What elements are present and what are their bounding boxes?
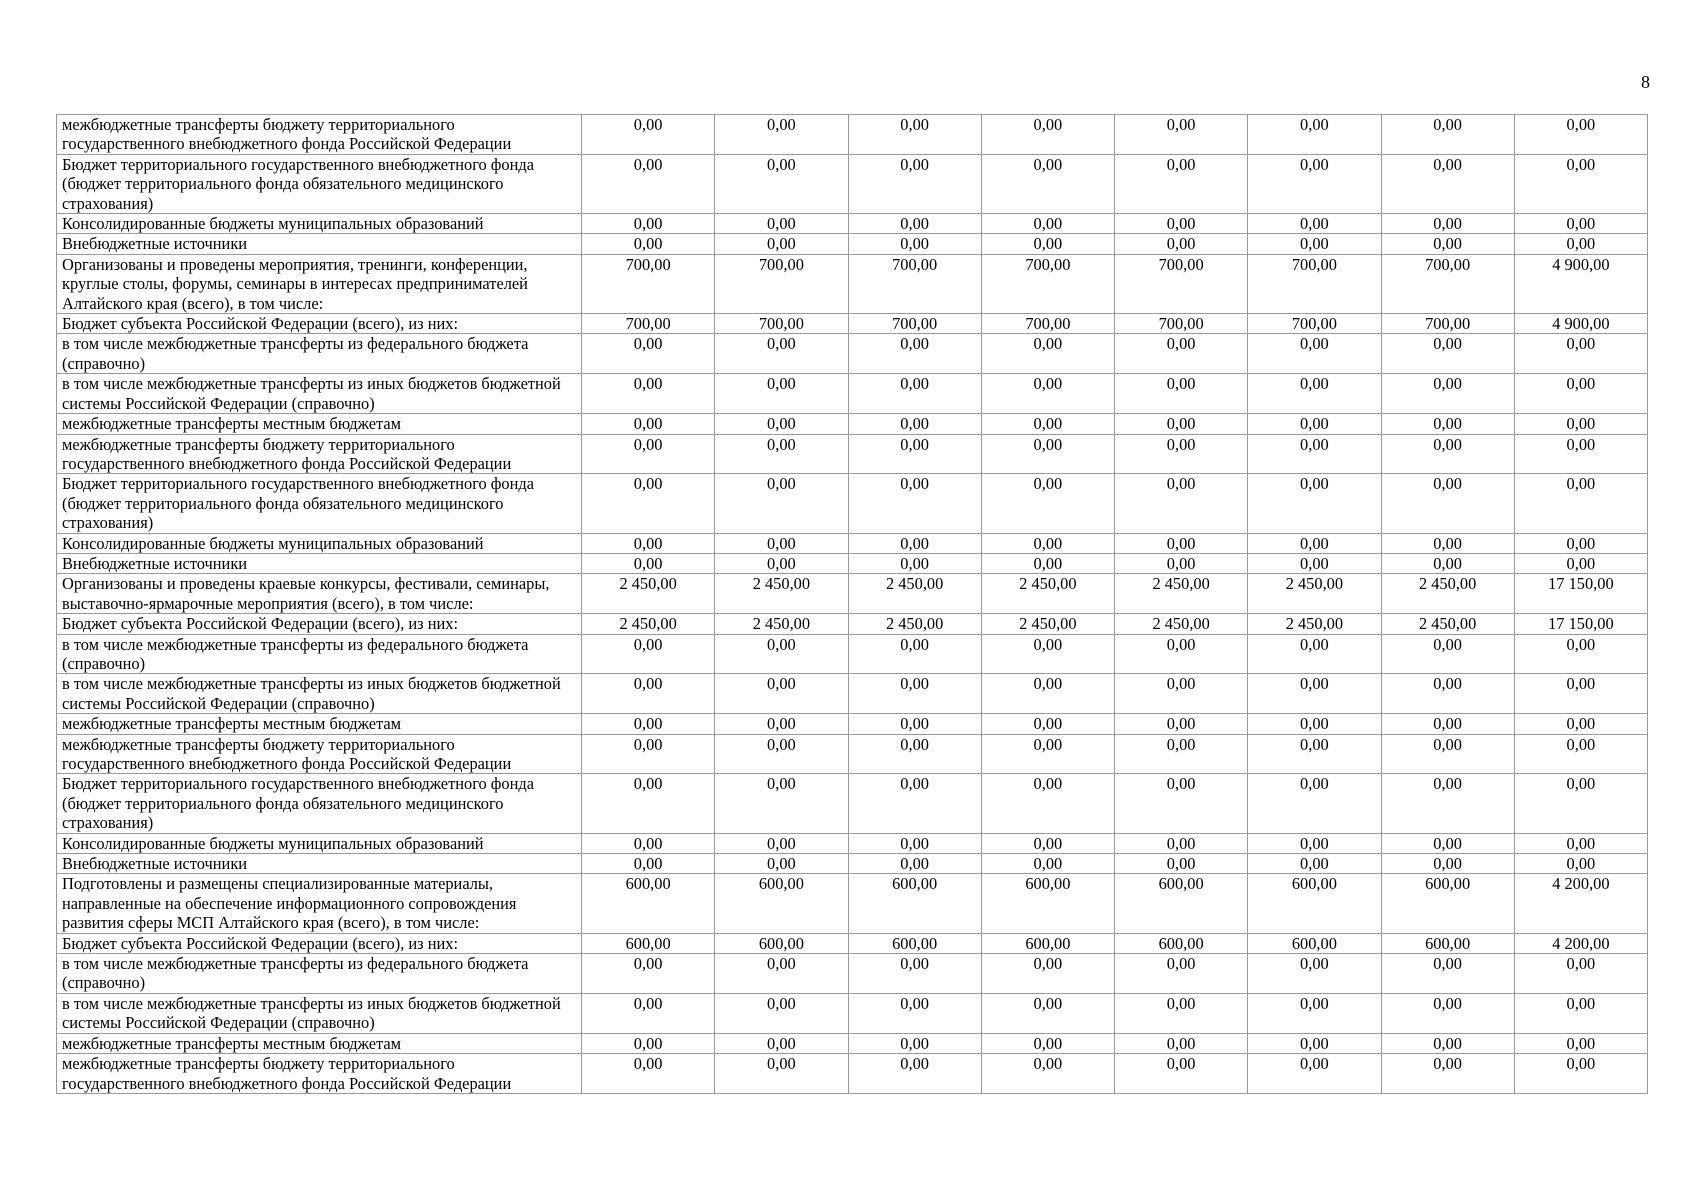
row-label: межбюджетные трансферты бюджету территориального государственного внебюджетного фонда Российской Федерации [57,434,582,474]
row-value-cell: 600,00 [1248,933,1381,953]
row-value-cell: 0,00 [582,634,715,674]
row-value-cell: 700,00 [1381,254,1514,313]
row-total-cell: 4 900,00 [1514,254,1647,313]
row-value-cell: 0,00 [582,993,715,1033]
row-value-cell: 0,00 [1381,414,1514,434]
row-total-cell: 0,00 [1514,854,1647,874]
row-value-cell: 0,00 [715,214,848,234]
row-value-cell: 0,00 [848,115,981,155]
row-value-cell: 600,00 [848,933,981,953]
row-value-cell: 0,00 [1115,714,1248,734]
row-value-cell: 0,00 [981,634,1114,674]
row-value-cell: 0,00 [848,234,981,254]
row-value-cell: 0,00 [1248,734,1381,774]
row-value-cell: 0,00 [1381,714,1514,734]
row-value-cell: 0,00 [715,734,848,774]
row-value-cell: 0,00 [582,214,715,234]
row-value-cell: 700,00 [848,314,981,334]
row-value-cell: 0,00 [1248,533,1381,553]
table-row [57,774,1648,833]
row-total-cell: 0,00 [1514,414,1647,434]
row-value-cell: 0,00 [1115,474,1248,533]
row-value-cell: 600,00 [1115,933,1248,953]
row-value-cell: 0,00 [981,154,1114,213]
row-value-cell: 2 450,00 [1381,574,1514,614]
row-value-cell: 0,00 [1381,954,1514,994]
row-total-cell: 0,00 [1514,115,1647,155]
row-value-cell: 0,00 [848,854,981,874]
table-row [57,714,1648,734]
row-total-cell: 17 150,00 [1514,614,1647,634]
row-value-cell: 0,00 [1115,993,1248,1033]
row-value-cell: 0,00 [715,674,848,714]
row-value-cell: 0,00 [1115,154,1248,213]
table-row [57,874,1648,933]
row-value-cell: 0,00 [848,833,981,853]
row-value-cell: 0,00 [582,854,715,874]
row-value-cell: 0,00 [715,234,848,254]
row-value-cell: 0,00 [1248,954,1381,994]
row-value-cell: 0,00 [582,553,715,573]
row-label: Организованы и проведены краевые конкурсы, фестивали, семинары, выставочно-ярмарочные мероприятия (всего), в том числе: [57,574,582,614]
row-label: Консолидированные бюджеты муниципальных образований [57,214,582,234]
row-total-cell: 0,00 [1514,734,1647,774]
row-value-cell: 0,00 [1115,674,1248,714]
row-value-cell: 0,00 [1115,374,1248,414]
row-value-cell: 0,00 [848,553,981,573]
row-total-cell: 17 150,00 [1514,574,1647,614]
table-row [57,674,1648,714]
row-value-cell: 0,00 [715,1033,848,1053]
row-label: в том числе межбюджетные трансферты из федерального бюджета (справочно) [57,634,582,674]
table-row [57,553,1648,573]
row-total-cell: 0,00 [1514,833,1647,853]
row-value-cell: 0,00 [715,553,848,573]
row-value-cell: 0,00 [1248,854,1381,874]
row-total-cell: 0,00 [1514,774,1647,833]
table-row [57,954,1648,994]
row-label: в том числе межбюджетные трансферты из иных бюджетов бюджетной системы Российской Федерации (справочно) [57,674,582,714]
row-value-cell: 0,00 [715,414,848,434]
row-value-cell: 0,00 [848,954,981,994]
table-row [57,414,1648,434]
table-row [57,634,1648,674]
row-value-cell: 0,00 [1381,993,1514,1033]
row-value-cell: 0,00 [1248,414,1381,434]
row-value-cell: 0,00 [981,533,1114,553]
row-value-cell: 0,00 [848,533,981,553]
row-value-cell: 0,00 [981,954,1114,994]
row-value-cell: 0,00 [582,414,715,434]
row-label: межбюджетные трансферты бюджету территориального государственного внебюджетного фонда Российской Федерации [57,1054,582,1094]
row-value-cell: 0,00 [1115,1033,1248,1053]
row-value-cell: 0,00 [1381,334,1514,374]
row-label: Внебюджетные источники [57,553,582,573]
row-value-cell: 0,00 [981,1054,1114,1094]
row-value-cell: 0,00 [582,734,715,774]
row-value-cell: 0,00 [981,374,1114,414]
row-value-cell: 0,00 [715,334,848,374]
row-value-cell: 0,00 [715,533,848,553]
row-value-cell: 0,00 [1248,434,1381,474]
row-label: Консолидированные бюджеты муниципальных образований [57,833,582,853]
row-value-cell: 2 450,00 [1248,614,1381,634]
row-value-cell: 0,00 [715,1054,848,1094]
row-value-cell: 0,00 [848,993,981,1033]
row-value-cell: 0,00 [715,374,848,414]
row-label: в том числе межбюджетные трансферты из федерального бюджета (справочно) [57,334,582,374]
row-value-cell: 0,00 [1248,774,1381,833]
row-label: Подготовлены и размещены специализированные материалы, направленные на обеспечение информационного сопровождения развития сферы МСП Алтайского края (всего), в том числе: [57,874,582,933]
row-value-cell: 0,00 [981,334,1114,374]
row-value-cell: 0,00 [582,374,715,414]
row-total-cell: 0,00 [1514,474,1647,533]
table-row [57,574,1648,614]
row-value-cell: 2 450,00 [848,614,981,634]
budget-table [56,114,1648,1094]
table-row [57,474,1648,533]
row-value-cell: 700,00 [981,254,1114,313]
row-value-cell: 0,00 [1115,214,1248,234]
row-value-cell: 0,00 [981,214,1114,234]
row-label: в том числе межбюджетные трансферты из иных бюджетов бюджетной системы Российской Федерации (справочно) [57,993,582,1033]
table-row [57,374,1648,414]
row-value-cell: 0,00 [1248,674,1381,714]
row-label: Организованы и проведены мероприятия, тренинги, конференции, круглые столы, форумы, семинары в интересах предпринимателей Алтайского края (всего), в том числе: [57,254,582,313]
row-value-cell: 0,00 [715,474,848,533]
row-value-cell: 700,00 [715,254,848,313]
row-value-cell: 0,00 [1115,414,1248,434]
row-value-cell: 0,00 [981,993,1114,1033]
row-value-cell: 0,00 [1248,714,1381,734]
row-value-cell: 0,00 [981,833,1114,853]
row-label: Внебюджетные источники [57,234,582,254]
row-total-cell: 0,00 [1514,954,1647,994]
row-value-cell: 0,00 [1381,674,1514,714]
table-row [57,254,1648,313]
row-value-cell: 0,00 [1115,533,1248,553]
row-value-cell: 0,00 [848,214,981,234]
row-value-cell: 600,00 [1381,874,1514,933]
row-value-cell: 600,00 [1381,933,1514,953]
row-label: Бюджет субъекта Российской Федерации (всего), из них: [57,314,582,334]
row-label: Бюджет территориального государственного внебюджетного фонда (бюджет территориального фонда обязательного медицинского страхования) [57,474,582,533]
row-value-cell: 2 450,00 [1381,614,1514,634]
row-value-cell: 0,00 [1381,553,1514,573]
row-total-cell: 4 200,00 [1514,874,1647,933]
row-value-cell: 0,00 [582,533,715,553]
row-value-cell: 0,00 [848,474,981,533]
table-row [57,833,1648,853]
row-total-cell: 0,00 [1514,234,1647,254]
row-value-cell: 0,00 [1115,1054,1248,1094]
row-value-cell: 0,00 [1248,833,1381,853]
row-value-cell: 0,00 [582,234,715,254]
row-label: Консолидированные бюджеты муниципальных образований [57,533,582,553]
table-row [57,1033,1648,1053]
row-total-cell: 4 900,00 [1514,314,1647,334]
row-total-cell: 0,00 [1514,634,1647,674]
row-value-cell: 0,00 [582,714,715,734]
row-value-cell: 2 450,00 [1248,574,1381,614]
row-value-cell: 700,00 [582,314,715,334]
table-row [57,214,1648,234]
row-value-cell: 0,00 [1381,474,1514,533]
row-value-cell: 0,00 [582,833,715,853]
row-value-cell: 0,00 [1248,374,1381,414]
row-total-cell: 0,00 [1514,154,1647,213]
row-total-cell: 0,00 [1514,434,1647,474]
row-value-cell: 700,00 [1381,314,1514,334]
row-value-cell: 0,00 [1248,214,1381,234]
row-value-cell: 0,00 [848,634,981,674]
row-value-cell: 0,00 [848,674,981,714]
row-value-cell: 0,00 [1381,434,1514,474]
row-value-cell: 0,00 [1381,774,1514,833]
row-value-cell: 0,00 [1115,734,1248,774]
row-value-cell: 0,00 [1115,774,1248,833]
row-value-cell: 0,00 [848,374,981,414]
row-value-cell: 0,00 [1248,993,1381,1033]
row-total-cell: 0,00 [1514,714,1647,734]
row-value-cell: 0,00 [981,553,1114,573]
table-row [57,234,1648,254]
row-value-cell: 0,00 [1381,1033,1514,1053]
row-label: Бюджет территориального государственного внебюджетного фонда (бюджет территориального фонда обязательного медицинского страхования) [57,154,582,213]
row-value-cell: 0,00 [1115,434,1248,474]
table-row [57,314,1648,334]
row-value-cell: 0,00 [1115,334,1248,374]
row-value-cell: 0,00 [715,833,848,853]
row-total-cell: 0,00 [1514,334,1647,374]
row-value-cell: 0,00 [1115,234,1248,254]
row-value-cell: 0,00 [1115,115,1248,155]
row-value-cell: 0,00 [1115,954,1248,994]
table-row [57,334,1648,374]
row-value-cell: 0,00 [1381,115,1514,155]
row-value-cell: 0,00 [981,115,1114,155]
row-label: Бюджет субъекта Российской Федерации (всего), из них: [57,614,582,634]
row-value-cell: 600,00 [1115,874,1248,933]
row-label: Внебюджетные источники [57,854,582,874]
row-value-cell: 2 450,00 [981,614,1114,634]
row-total-cell: 0,00 [1514,553,1647,573]
row-value-cell: 0,00 [582,674,715,714]
row-value-cell: 0,00 [1381,1054,1514,1094]
table-row [57,434,1648,474]
row-value-cell: 2 450,00 [715,574,848,614]
row-label: межбюджетные трансферты местным бюджетам [57,414,582,434]
row-value-cell: 2 450,00 [715,614,848,634]
table-row [57,734,1648,774]
row-value-cell: 600,00 [981,874,1114,933]
row-value-cell: 700,00 [981,314,1114,334]
row-value-cell: 0,00 [1381,833,1514,853]
row-value-cell: 0,00 [582,954,715,994]
row-value-cell: 0,00 [1115,833,1248,853]
table-row [57,933,1648,953]
page-number: 8 [1641,72,1650,92]
row-value-cell: 0,00 [582,154,715,213]
row-value-cell: 0,00 [1248,474,1381,533]
row-value-cell: 0,00 [981,474,1114,533]
row-value-cell: 0,00 [848,154,981,213]
table-row [57,1054,1648,1094]
row-label: межбюджетные трансферты местным бюджетам [57,714,582,734]
row-value-cell: 0,00 [1115,553,1248,573]
row-value-cell: 0,00 [582,1033,715,1053]
row-value-cell: 2 450,00 [848,574,981,614]
row-value-cell: 0,00 [848,734,981,774]
row-value-cell: 700,00 [1248,314,1381,334]
row-value-cell: 0,00 [1115,854,1248,874]
row-total-cell: 0,00 [1514,674,1647,714]
row-value-cell: 0,00 [981,854,1114,874]
row-value-cell: 0,00 [848,774,981,833]
row-value-cell: 0,00 [1381,634,1514,674]
row-value-cell: 0,00 [1381,533,1514,553]
row-label: в том числе межбюджетные трансферты из иных бюджетов бюджетной системы Российской Федерации (справочно) [57,374,582,414]
row-value-cell: 0,00 [981,774,1114,833]
table-row [57,115,1648,155]
table-row [57,533,1648,553]
row-total-cell: 0,00 [1514,374,1647,414]
row-value-cell: 0,00 [715,993,848,1033]
row-value-cell: 0,00 [715,634,848,674]
row-value-cell: 700,00 [1115,314,1248,334]
row-value-cell: 0,00 [848,714,981,734]
row-value-cell: 600,00 [582,933,715,953]
row-value-cell: 0,00 [1381,234,1514,254]
row-value-cell: 0,00 [981,714,1114,734]
row-label: межбюджетные трансферты местным бюджетам [57,1033,582,1053]
table-row [57,154,1648,213]
row-value-cell: 0,00 [582,774,715,833]
row-value-cell: 0,00 [1248,1054,1381,1094]
row-value-cell: 0,00 [1248,154,1381,213]
row-value-cell: 0,00 [715,434,848,474]
row-value-cell: 0,00 [981,434,1114,474]
row-value-cell: 700,00 [715,314,848,334]
table-row [57,993,1648,1033]
row-value-cell: 0,00 [1248,634,1381,674]
row-value-cell: 0,00 [1381,854,1514,874]
row-value-cell: 0,00 [715,154,848,213]
row-total-cell: 0,00 [1514,214,1647,234]
row-label: в том числе межбюджетные трансферты из федерального бюджета (справочно) [57,954,582,994]
row-value-cell: 700,00 [848,254,981,313]
row-value-cell: 0,00 [981,734,1114,774]
row-value-cell: 0,00 [1381,214,1514,234]
row-value-cell: 0,00 [715,854,848,874]
row-value-cell: 600,00 [582,874,715,933]
row-value-cell: 0,00 [715,714,848,734]
row-value-cell: 700,00 [1115,254,1248,313]
row-value-cell: 0,00 [848,414,981,434]
row-value-cell: 2 450,00 [582,574,715,614]
row-value-cell: 2 450,00 [582,614,715,634]
row-value-cell: 0,00 [715,115,848,155]
row-total-cell: 4 200,00 [1514,933,1647,953]
row-value-cell: 0,00 [582,334,715,374]
row-value-cell: 600,00 [848,874,981,933]
row-value-cell: 0,00 [981,414,1114,434]
row-total-cell: 0,00 [1514,1054,1647,1094]
row-value-cell: 0,00 [1248,1033,1381,1053]
budget-table-body [57,115,1648,1094]
row-value-cell: 0,00 [848,1033,981,1053]
row-value-cell: 2 450,00 [1115,614,1248,634]
row-value-cell: 0,00 [1248,553,1381,573]
row-value-cell: 600,00 [981,933,1114,953]
row-value-cell: 0,00 [848,434,981,474]
row-value-cell: 0,00 [981,674,1114,714]
row-value-cell: 0,00 [848,334,981,374]
row-label: Бюджет субъекта Российской Федерации (всего), из них: [57,933,582,953]
row-value-cell: 0,00 [1381,374,1514,414]
row-value-cell: 0,00 [1381,154,1514,213]
row-value-cell: 0,00 [1248,334,1381,374]
row-value-cell: 0,00 [848,1054,981,1094]
row-total-cell: 0,00 [1514,1033,1647,1053]
row-value-cell: 0,00 [582,1054,715,1094]
row-value-cell: 0,00 [981,234,1114,254]
row-label: межбюджетные трансферты бюджету территориального государственного внебюджетного фонда Российской Федерации [57,734,582,774]
row-value-cell: 0,00 [1248,234,1381,254]
row-value-cell: 600,00 [1248,874,1381,933]
row-value-cell: 700,00 [582,254,715,313]
row-value-cell: 0,00 [1248,115,1381,155]
row-value-cell: 700,00 [1248,254,1381,313]
row-value-cell: 600,00 [715,933,848,953]
row-total-cell: 0,00 [1514,993,1647,1033]
table-row [57,854,1648,874]
row-value-cell: 0,00 [1381,734,1514,774]
row-total-cell: 0,00 [1514,533,1647,553]
table-row [57,614,1648,634]
row-value-cell: 0,00 [582,115,715,155]
row-value-cell: 0,00 [1115,634,1248,674]
row-value-cell: 0,00 [582,434,715,474]
row-value-cell: 0,00 [715,774,848,833]
row-value-cell: 0,00 [582,474,715,533]
row-value-cell: 0,00 [715,954,848,994]
row-value-cell: 0,00 [981,1033,1114,1053]
row-value-cell: 2 450,00 [1115,574,1248,614]
row-label: межбюджетные трансферты бюджету территориального государственного внебюджетного фонда Российской Федерации [57,115,582,155]
row-label: Бюджет территориального государственного внебюджетного фонда (бюджет территориального фонда обязательного медицинского страхования) [57,774,582,833]
row-value-cell: 2 450,00 [981,574,1114,614]
row-value-cell: 600,00 [715,874,848,933]
